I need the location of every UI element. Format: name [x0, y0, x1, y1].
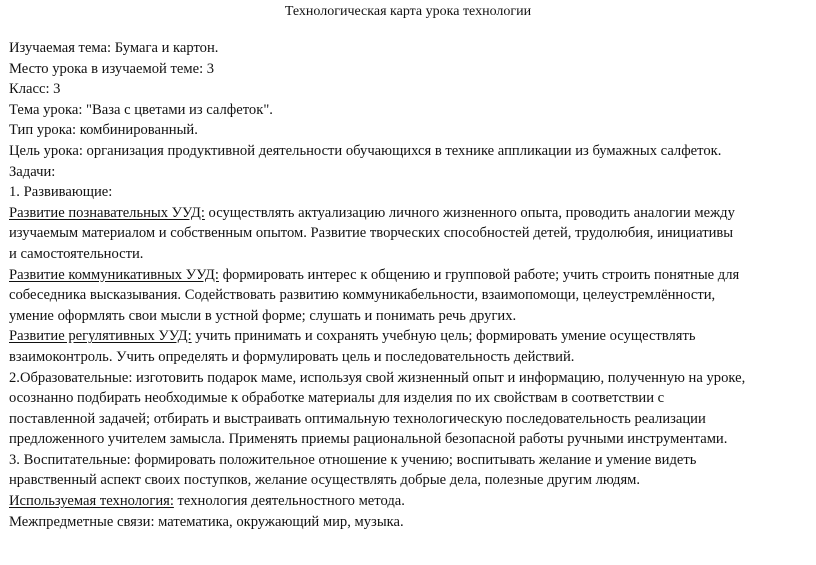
- line-text: умение оформлять свои мысли в устной форме; слушать и понимать речь других.: [9, 307, 517, 324]
- document-line: [9, 182, 809, 203]
- line-text: изучаемым материалом и собственным опытом. Развитие творческих способностей детей, трудолюбия, инициативы: [9, 225, 734, 242]
- document-line: [9, 512, 809, 533]
- document-body: [9, 38, 809, 532]
- underlined-heading: Развитие регулятивных УУД:: [9, 328, 192, 345]
- line-text: взаимоконтроль. Учить определять и формулировать цель и последовательность действий.: [9, 348, 575, 365]
- document-line: [9, 203, 809, 224]
- document-line: [9, 38, 809, 59]
- document-line: [9, 59, 809, 80]
- line-text: 1. Развивающие:: [9, 184, 113, 201]
- line-text: Задачи:: [9, 163, 56, 180]
- line-text: предложенного учителем замысла. Применять приемы рациональной безопасной работы ручными инструментами.: [9, 431, 728, 448]
- document-line: [9, 100, 809, 121]
- underlined-heading: Развитие коммуникативных УУД:: [9, 266, 219, 283]
- document-line: [9, 388, 809, 409]
- document-line: [9, 409, 809, 430]
- line-text: 2.Образовательные: изготовить подарок маме, используя свой жизненный опыт и информацию, полученную на уроке,: [9, 369, 746, 386]
- document-line: [9, 368, 809, 389]
- document-line: [9, 223, 809, 244]
- document-line: [9, 265, 809, 286]
- line-text: Тема урока: "Ваза с цветами из салфеток".: [9, 101, 273, 118]
- line-text: Место урока в изучаемой теме: 3: [9, 60, 215, 77]
- document-line: [9, 79, 809, 100]
- document-line: [9, 141, 809, 162]
- underlined-heading: Развитие познавательных УУД:: [9, 204, 205, 221]
- line-text: 3. Воспитательные: формировать положительное отношение к учению; воспитывать желание и умение видеть: [9, 451, 697, 468]
- document-line: [9, 120, 809, 141]
- document-line: [9, 244, 809, 265]
- line-text: нравственный аспект своих поступков, желание осуществлять добрые дела, полезные другим людям.: [9, 472, 641, 489]
- line-text: учить принимать и сохранять учебную цель; формировать умение осуществлять: [191, 328, 696, 345]
- line-text: и самостоятельности.: [9, 245, 144, 262]
- line-text: Цель урока: организация продуктивной деятельности обучающихся в технике аппликации из бумажных салфеток.: [9, 142, 722, 159]
- document-title: Технологическая карта урока технологии: [284, 4, 532, 19]
- document-line: [9, 162, 809, 183]
- document-line: [9, 450, 809, 471]
- underlined-heading: Используемая технология:: [9, 493, 174, 510]
- document-line: [9, 347, 809, 368]
- line-text: осуществлять актуализацию личного жизненного опыта, проводить аналогии между: [204, 204, 735, 221]
- document-line: [9, 491, 809, 512]
- document-line: [9, 429, 809, 450]
- line-text: технология деятельностного метода.: [173, 493, 405, 510]
- line-text: Тип урока: комбинированный.: [9, 122, 198, 139]
- line-text: формировать интерес к общению и групповой работе; учить строить понятные для: [218, 266, 740, 283]
- document-line: [9, 285, 809, 306]
- document-line: [9, 306, 809, 327]
- document-line: [9, 470, 809, 491]
- line-text: Изучаемая тема: Бумага и картон.: [9, 40, 219, 56]
- line-text: поставленной задачей; отбирать и выстраивать оптимальную технологическую последовательность реализации: [9, 410, 706, 427]
- document-line: [9, 326, 809, 347]
- line-text: собеседника высказывания. Содействовать развитию коммуникабельности, взаимопомощи, целеустремлённости,: [9, 287, 716, 304]
- line-text: Класс: 3: [9, 81, 61, 98]
- line-text: Межпредметные связи: математика, окружающий мир, музыка.: [9, 513, 404, 530]
- line-text: осознанно подбирать необходимые к обработке материалы для изделия по их свойствам в соответствии с: [9, 390, 665, 407]
